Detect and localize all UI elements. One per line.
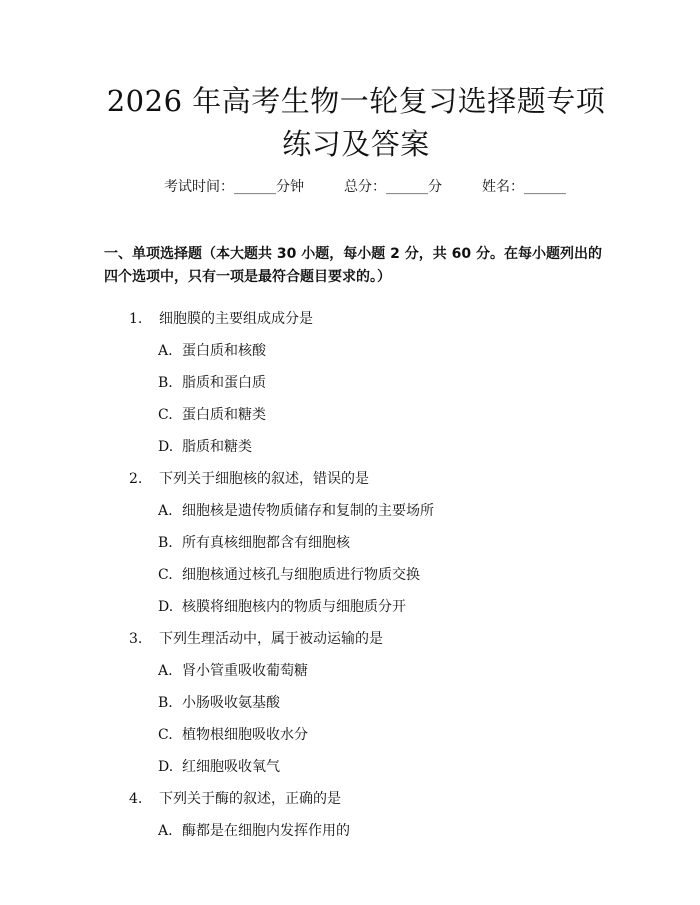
option-letter: A. [158, 823, 173, 839]
question-number: 1. [129, 311, 143, 327]
option-c [104, 565, 608, 585]
option-letter: C. [158, 567, 173, 583]
option-a [104, 341, 608, 361]
option-letter: A. [158, 663, 173, 679]
question-stem [104, 309, 608, 329]
total-score-field: 总分：______分 [344, 179, 442, 195]
option-c [104, 725, 608, 745]
question-text: 下列生理活动中，属于被动运输的是 [159, 631, 383, 647]
question-stem [104, 629, 608, 649]
question-number: 2. [129, 471, 143, 487]
question-stem [104, 789, 608, 809]
question-number: 4. [129, 791, 143, 807]
option-b [104, 693, 608, 713]
section-heading: 一、单项选择题（本大题共 30 小题，每小题 2 分，共 60 分。在每小题列出的四个选项中，只有一项是最符合题目要求的。） [104, 246, 602, 285]
option-text: 蛋白质和核酸 [182, 343, 266, 359]
option-text: 脂质和蛋白质 [182, 375, 266, 391]
option-text: 细胞核通过核孔与细胞质进行物质交换 [182, 567, 420, 583]
document-title: 2026 年高考生物一轮复习选择题专项练习及答案 [106, 84, 606, 161]
option-text: 肾小管重吸收葡萄糖 [182, 663, 308, 679]
option-letter: B. [158, 535, 173, 551]
question-1 [104, 309, 608, 457]
option-text: 核膜将细胞核内的物质与细胞质分开 [182, 599, 406, 615]
option-list [104, 341, 608, 457]
option-letter: C. [158, 727, 173, 743]
option-a [104, 501, 608, 521]
option-text: 植物根细胞吸收水分 [182, 727, 308, 743]
option-text: 细胞核是遗传物质储存和复制的主要场所 [182, 503, 434, 519]
question-number: 3. [129, 631, 143, 647]
question-4 [104, 789, 608, 841]
exam-time-field: 考试时间：______分钟 [164, 179, 304, 195]
question-text: 下列关于酶的叙述，正确的是 [159, 791, 341, 807]
option-list [104, 501, 608, 617]
question-3 [104, 629, 608, 777]
option-text: 小肠吸收氨基酸 [182, 695, 280, 711]
option-letter: D. [158, 599, 174, 615]
student-name-field: 姓名：______ [482, 179, 566, 195]
option-letter: D. [158, 759, 174, 775]
option-letter: A. [158, 503, 173, 519]
option-d [104, 437, 608, 457]
question-text: 下列关于细胞核的叙述，错误的是 [159, 471, 369, 487]
option-text: 酶都是在细胞内发挥作用的 [182, 823, 350, 839]
option-a [104, 821, 608, 841]
question-list [104, 309, 608, 841]
option-text: 蛋白质和糖类 [182, 407, 266, 423]
option-a [104, 661, 608, 681]
option-text: 红细胞吸收氧气 [182, 759, 280, 775]
question-text: 细胞膜的主要组成成分是 [159, 311, 313, 327]
option-letter: A. [158, 343, 173, 359]
option-b [104, 373, 608, 393]
option-list [104, 661, 608, 777]
question-stem [104, 469, 608, 489]
option-letter: D. [158, 439, 174, 455]
option-list [104, 821, 608, 841]
option-d [104, 597, 608, 617]
exam-info-row [104, 176, 608, 198]
option-letter: B. [158, 375, 173, 391]
option-letter: C. [158, 407, 173, 423]
option-letter: B. [158, 695, 173, 711]
option-text: 脂质和糖类 [182, 439, 252, 455]
option-c [104, 405, 608, 425]
question-2 [104, 469, 608, 617]
option-d [104, 757, 608, 777]
option-b [104, 533, 608, 553]
option-text: 所有真核细胞都含有细胞核 [182, 535, 350, 551]
